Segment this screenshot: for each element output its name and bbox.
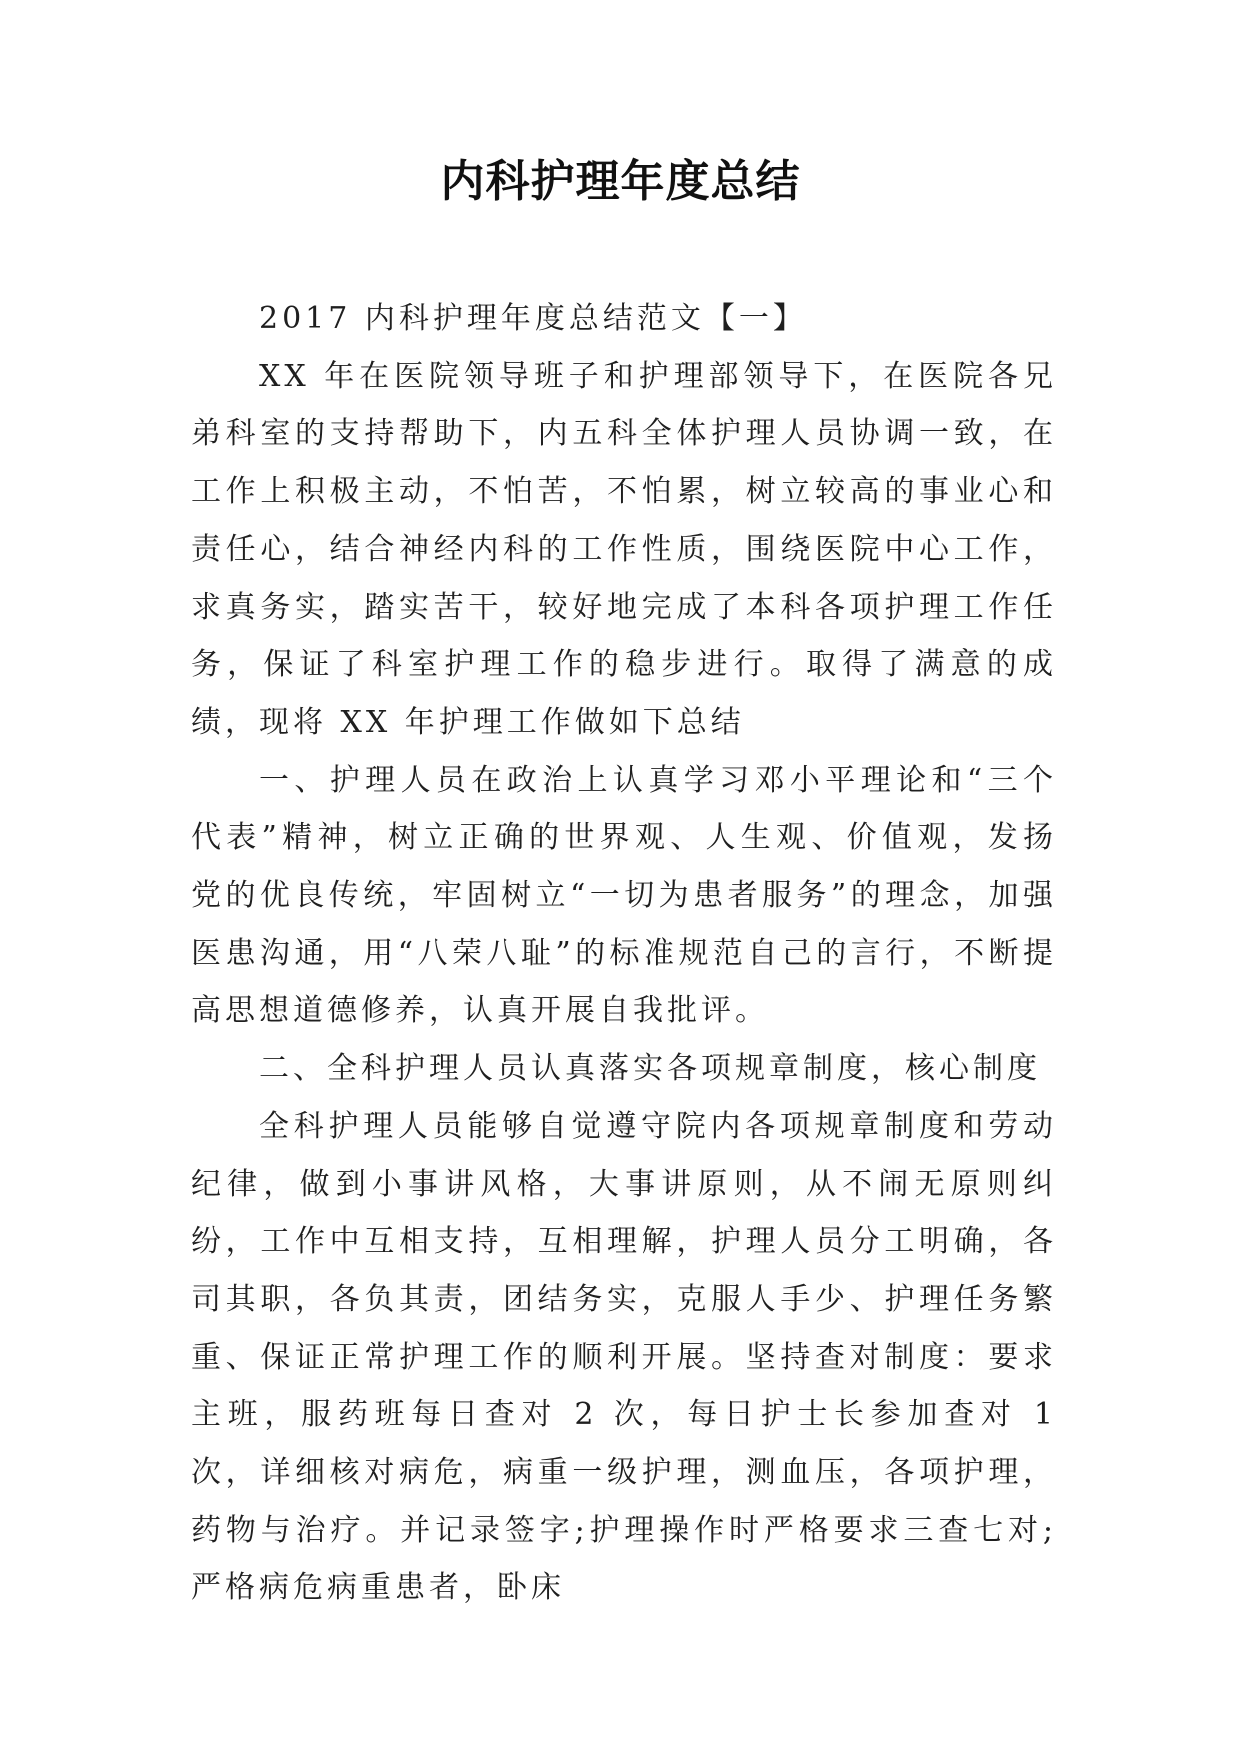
paragraph-intro: XX 年在医院领导班子和护理部领导下，在医院各兄弟科室的支持帮助下，内五科全体护理人员协调一致，在工作上积极主动，不怕苦，不怕累，树立较高的事业心和责任心，结合神经内科的工作性质，围绕医院中心工作，求真务实，踏实苦干，较好地完成了本科各项护理工作任务，保证了科室护理工作的稳步进行。取得了满意的成绩，现将 XX 年护理工作做如下总结 [191, 358, 1057, 740]
document-title: 内科护理年度总结 [440, 156, 801, 207]
paragraph-political-study: 一、护理人员在政治上认真学习邓小平理论和“三个代表”精神，树立正确的世界观、人生观、价值观，发扬党的优良传统，牢固树立“一切为患者服务”的理念，加强医患沟通，用“八荣八耻”的标准规范自己的言行，不断提高思想道德修养，认真开展自我批评。 [191, 762, 1057, 1029]
document-body [191, 290, 1057, 1617]
paragraph-rules-heading: 二、全科护理人员认真落实各项规章制度，核心制度 [259, 1051, 1041, 1087]
section-heading: 2017 内科护理年度总结范文【一】 [259, 301, 807, 336]
paragraph-rules-detail: 全科护理人员能够自觉遵守院内各项规章制度和劳动纪律，做到小事讲风格，大事讲原则，从不闹无原则纠纷，工作中互相支持，互相理解，护理人员分工明确，各司其职，各负其责，团结务实，克服人手少、护理任务繁重、保证正常护理工作的顺利开展。坚持查对制度：要求主班，服药班每日查对 2 次，每日护士长参加查对 1 次，详细核对病危，病重一级护理，测血压，各项护理，药物与治疗。并记录签字;护理操作时严格要求三查七对;严格病危病重患者，卧床 [191, 1108, 1057, 1606]
